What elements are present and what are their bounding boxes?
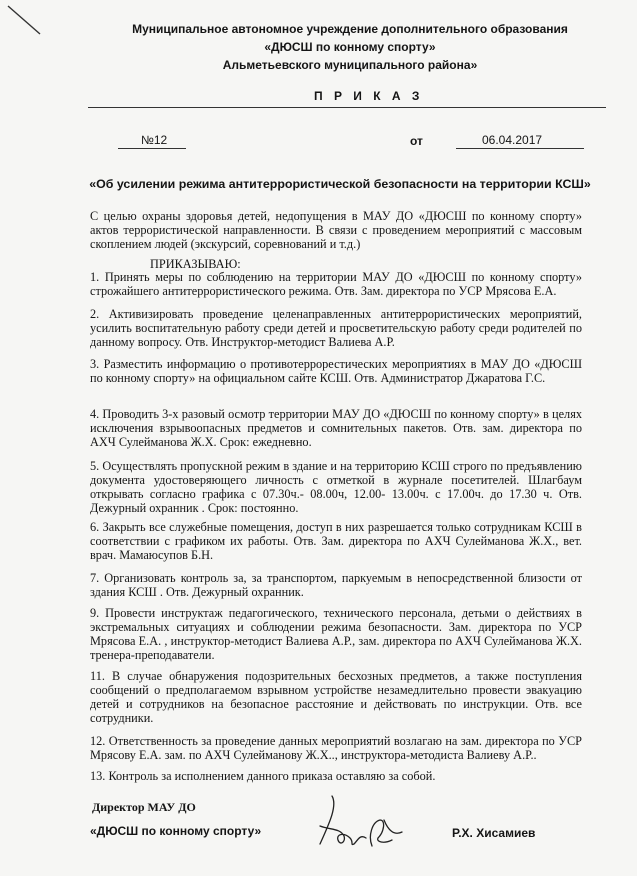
signer-position-line-2: «ДЮСШ по конному спорту» [90, 824, 262, 838]
order-item: 12. Ответственность за проведение данных мероприятий возлагаю на зам. директора по УСР Мрясову Е.А. зам. по АХЧ Сулейманову Ж.Х.., инструктора-методиста Валиеву А.Р.. [90, 734, 582, 762]
number-underline [118, 148, 186, 149]
order-item: 9. Провести инструктаж педагогического, технического персонала, детьми о действиях в экстремальных ситуациях и соблюдении режима безопасности. Зам. директора по УСР Мрясова Е.А. , инструктор-методист Валиева А.Р., зам. директора по АХЧ Сулейманова Ж.Х. тренера-преподаватели. [90, 606, 582, 662]
order-item: 6. Закрыть все служебные помещения, доступ в них разрешается только сотрудникам КСШ в соответствии с графиком их работы. Отв. Зам. директора по АХЧ Сулейманова Ж.Х., вет. врач. Мамаюсупов Б.Н. [90, 520, 582, 562]
order-item: 2. Активизировать проведение целенаправленных антитеррористических мероприятий, усилить воспитательную работу среди детей и просветительскую работу среди родителей по данному вопросу. Отв. Инструктор-методист Валиева А.Р. [90, 307, 582, 349]
order-title: П Р И К А З [314, 89, 424, 103]
order-item: 1. Принять меры по соблюдению на территории МАУ ДО «ДЮСШ по конному спорту» строжайшего антитеррористического режима. Отв. Зам. директора по УСР Мрясова Е.А. [90, 270, 582, 298]
order-date: 06.04.2017 [482, 133, 543, 147]
decree-word: ПРИКАЗЫВАЮ: [150, 257, 241, 271]
order-item: 4. Проводить 3-х разовый осмотр территории МАУ ДО «ДЮСШ по конному спорту» в целях исключения взрывоопасных предметов и сомнительных пакетов. Отв. зам. директора по АХЧ Сулейманова Ж.Х. Срок: ежедневно. [90, 407, 582, 449]
order-number: №12 [141, 133, 168, 147]
order-item: 7. Организовать контроль за, за транспортом, паркуемым в непосредственной близости от здания КСШ . Отв. Дежурный охранник. [90, 571, 582, 599]
date-label: от [410, 134, 423, 148]
org-name-line-1: Муниципальное автономное учреждение дополнительного образования [132, 22, 568, 36]
header-rule [88, 107, 606, 108]
order-item: 11. В случае обнаружения подозрительных бесхозных предметов, а также поступления сообщений о предполагаемом взрывном устройстве незамедлительно провести эвакуацию детей и сотрудников на безопасное расстояние и действовать по инструкции. Отв. все сотрудники. [90, 669, 582, 725]
order-subject: «Об усилении режима антитеррористической безопасности на территории КСШ» [89, 177, 591, 191]
order-item: 13. Контроль за исполнением данного приказа оставляю за собой. [90, 769, 436, 783]
date-underline [456, 148, 584, 149]
handwritten-signature [310, 786, 420, 856]
org-name-line-2: «ДЮСШ по конному спорту» [264, 40, 436, 54]
order-item: 5. Осуществлять пропускной режим в здание и на территорию КСШ строго по предъявлению документа удостоверяющего личность с отметкой в журнале посетителей. Шлагбаум открывать согласно графика с 07.30ч.- 08.00ч, 12.00- 13.00ч. с 17.00ч. до 17.30 ч. Отв. Дежурный охранник . Срок: постоянно. [90, 459, 582, 515]
signer-position-line-1: Директор МАУ ДО [92, 800, 196, 814]
intro-paragraph: С целью охраны здоровья детей, недопущения в МАУ ДО «ДЮСШ по конному спорту» актов террористической направленности. В связи с проведением мероприятий с массовым скоплением людей (экскурсий, соревнований и т.д.) [90, 209, 582, 251]
corner-pen-mark [0, 0, 60, 40]
order-item: 3. Разместить информацию о противотеррорестических мероприятиях в МАУ ДО «ДЮСШ по конному спорту» на официальном сайте КСШ. Отв. Администратор Джаратова Г.С. [90, 357, 582, 385]
signer-name: Р.Х. Хисамиев [452, 826, 536, 840]
org-name-line-3: Альметьевского муниципального района» [222, 58, 478, 72]
